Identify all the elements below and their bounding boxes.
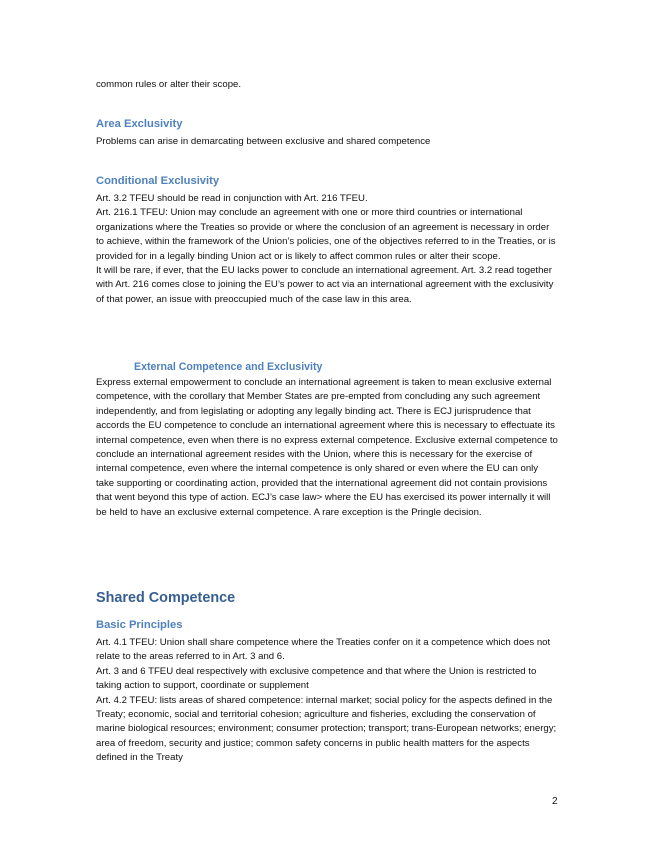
basic-principles-heading: Basic Principles <box>96 619 183 631</box>
area-exclusivity-heading: Area Exclusivity <box>96 118 183 130</box>
basic-principles-text: Art. 4.1 TFEU: Union shall share competence where the Treaties confer on it a competence which does not relate to the areas referred to in Art. 3 and 6. Art. 3 and 6 TFEU deal respectively with exclusive competence and that where the Union is restricted to taking action to support, coordinate or supplement Art. 4.2 TFEU: lists areas of shared competence: internal market; social policy for the aspects defined in the Treaty; economic, social and territorial cohesion; agriculture and fisheries, excluding the conservation of marine biological resources; environment; consumer protection; transport; trans-European networks; energy; area of freedom, security and justice; common safety concerns in public health matters for the aspects defined in the Treaty <box>96 637 557 764</box>
external-competence-heading: External Competence and Exclusivity <box>134 361 323 373</box>
page-number: 2 <box>552 796 558 807</box>
area-exclusivity-text: Problems can arise in demarcating between exclusive and shared competence <box>96 136 431 147</box>
external-competence-text: Express external empowerment to conclude an international agreement is taken to mean exclusive external competence, with the corollary that Member States are pre-empted from concluding any such agreement independently, and from legislating or adopting any legally binding act. There is ECJ jurisprudence that accords the EU competence to conclude an international agreement where this is necessary to effectuate its internal competence, even when there is no express external competence. Exclusive external competence to conclude an international agreement resides with the Union, where this is necessary for the exercise of internal competence, even where the internal competence is only shared or even where the EU can only take supporting or coordinating action, provided that the international agreement did not contain provisions that went beyond this type of action. ECJ’s case law> where the EU has exercised its power internally it will be held to have an exclusive external competence. A rare exception is the Pringle decision. <box>96 377 558 518</box>
intro-paragraph: common rules or alter their scope. <box>96 79 242 90</box>
conditional-exclusivity-heading: Conditional Exclusivity <box>96 175 220 187</box>
shared-competence-heading: Shared Competence <box>96 590 236 606</box>
conditional-exclusivity-text: Art. 3.2 TFEU should be read in conjunction with Art. 216 TFEU. Art. 216.1 TFEU: Union may conclude an agreement with one or more third countries or international organizations where the Treaties so provide or where the conclusion of an agreement is necessary in order to achieve, within the framework of the Union’s policies, one of the objectives referred to in the Treaties, or is provided for in a legally binding Union act or is likely to affect common rules or alter their scope. It will be rare, if ever, that the EU lacks power to conclude an international agreement. Art. 3.2 read together with Art. 216 comes close to joining the EU’s power to act via an international agreement with the exclusivity of that power, an issue with preoccupied much of the case law in this area. <box>96 193 556 305</box>
